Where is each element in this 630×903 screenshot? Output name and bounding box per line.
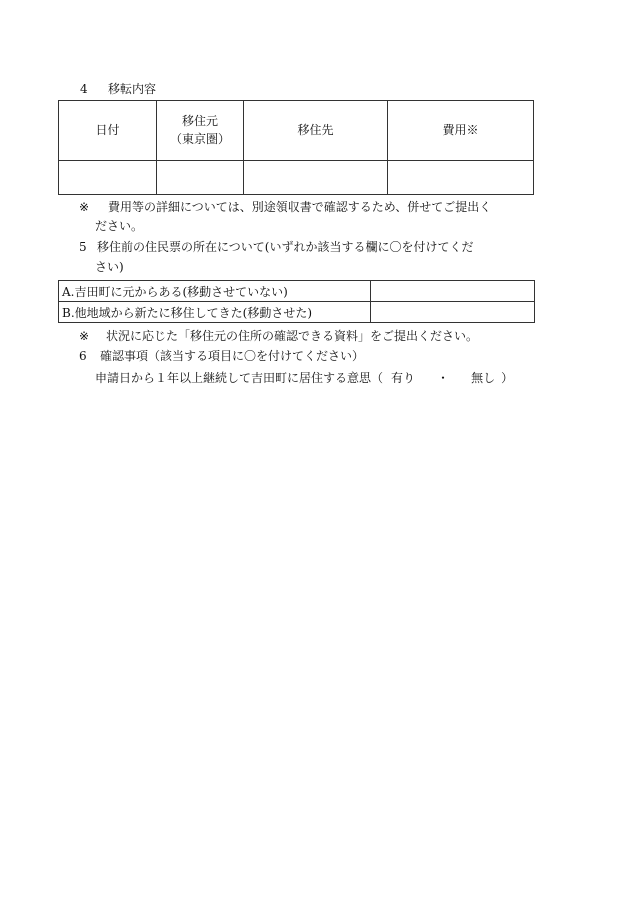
residence-intent-line [95,372,513,384]
header-origin [157,101,244,161]
section-4-title: 移転内容 [108,82,157,96]
note-mark: ※ [79,329,90,343]
cell-cost[interactable] [388,161,534,195]
option-yes[interactable]: 有り [391,371,416,385]
option-b-label: B.他地域から新たに移住してきた(移動させた) [59,302,371,323]
residence-table [58,280,535,323]
section-6-number: 6 [79,349,87,363]
header-destination-label: 移住先 [297,122,334,137]
cell-origin[interactable] [157,161,244,195]
option-a-label: A.吉田町に元からある(移動させていない) [59,281,371,302]
header-cost [388,101,534,161]
option-separator: ・ [437,371,450,385]
close-paren: ） [501,371,514,385]
note-mark: ※ [79,200,90,214]
header-date-label: 日付 [95,122,120,137]
header-cost-label: 費用※ [442,122,479,137]
relocation-table-header-row [59,101,534,161]
section-5-title-line-1: 移住前の住民票の所在について(いずれか該当する欄に〇を付けてくだ [97,240,474,254]
section-4-heading [80,83,156,95]
cost-note-line-2: ださい。 [95,219,144,233]
header-destination [244,101,388,161]
document-note [79,330,478,342]
section-5-number: 5 [79,240,87,254]
section-4-number: 4 [80,82,88,96]
header-origin-label: 移住元 （東京圏） [169,114,230,146]
cell-destination[interactable] [244,161,388,195]
option-a-mark-cell[interactable] [371,281,535,302]
open-paren: （ [371,371,384,385]
cost-note-line-1: 費用等の詳細については、別途領収書で確認するため、併せてご提出く [108,200,492,214]
option-b-mark-cell[interactable] [371,302,535,323]
section-5-heading [79,241,473,253]
residence-option-a [59,281,535,302]
cost-note [79,201,491,213]
relocation-table [58,100,534,195]
section-6-title: 確認事項（該当する項目に〇を付けてください） [100,349,365,363]
option-no[interactable]: 無し [471,371,496,385]
intent-statement: 申請日から１年以上継続して吉田町に居住する意思 [95,371,372,385]
document-note-text: 状況に応じた「移住元の住所の確認できる資料」をご提出ください。 [106,329,479,343]
header-date [59,101,157,161]
relocation-table-row [59,161,534,195]
cell-date[interactable] [59,161,157,195]
residence-option-b [59,302,535,323]
section-6-heading [79,350,364,362]
section-5-title-line-2: さい) [95,260,124,274]
